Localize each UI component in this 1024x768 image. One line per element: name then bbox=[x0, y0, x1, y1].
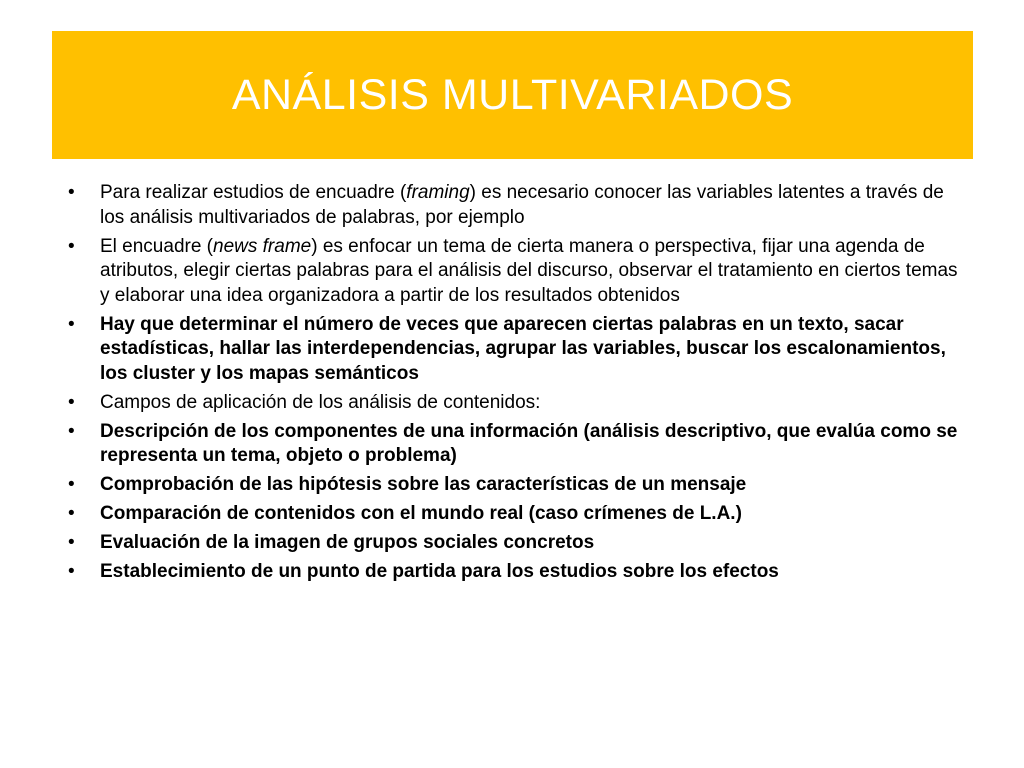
bullet-text bbox=[100, 314, 946, 384]
bullet-text-segment: ) es necesario conocer las variables latentes a través de los análisis multivariados de palabras, por ejemplo bbox=[100, 182, 944, 228]
bullet-item bbox=[66, 181, 966, 230]
bullet-item bbox=[66, 391, 966, 416]
bullet-text bbox=[100, 474, 746, 495]
bullet-item bbox=[66, 473, 966, 498]
bullet-item bbox=[66, 531, 966, 556]
bullet-item bbox=[66, 235, 966, 309]
bullet-dot-icon: • bbox=[68, 182, 75, 203]
slide-title: ANÁLISIS MULTIVARIADOS bbox=[231, 70, 794, 119]
bullet-text-segment: Hay que determinar el número de veces que aparecen ciertas palabras en un texto, sacar estadísticas, hallar las interdependencias, agrupar las variables, buscar los escalonamientos, los cluster y los mapas semánticos bbox=[100, 313, 946, 384]
bullet-text-italic: framing bbox=[406, 182, 470, 203]
bullet-text-segment: Comprobación de las hipótesis sobre las características de un mensaje bbox=[100, 474, 747, 495]
bullet-text-italic: news frame bbox=[213, 235, 312, 257]
bullet-text bbox=[100, 236, 958, 306]
bullet-text bbox=[100, 421, 957, 467]
bullet-list bbox=[66, 181, 966, 585]
bullet-dot-icon: • bbox=[68, 391, 75, 413]
bullet-text bbox=[100, 392, 540, 413]
bullet-dot-icon: • bbox=[68, 235, 75, 257]
bullet-dot-icon: • bbox=[68, 420, 75, 442]
bullet-dot-icon: • bbox=[68, 313, 75, 335]
bullet-dot-icon: • bbox=[68, 474, 75, 495]
bullet-text bbox=[100, 561, 779, 582]
bullet-text-segment: Establecimiento de un punto de partida para los estudios sobre los efectos bbox=[100, 561, 779, 582]
bullet-text bbox=[100, 532, 594, 553]
bullet-text-segment: El encuadre ( bbox=[100, 235, 214, 257]
bullet-item bbox=[66, 560, 966, 585]
bullet-text bbox=[100, 182, 944, 228]
bullet-item bbox=[66, 313, 966, 387]
bullet-text-segment: Campos de aplicación de los análisis de contenidos: bbox=[100, 391, 541, 413]
bullet-text-segment: Evaluación de la imagen de grupos sociales concretos bbox=[100, 532, 595, 553]
bullet-text-segment: ) es enfocar un tema de cierta manera o perspectiva, fijar una agenda de atributos, elegir ciertas palabras para el análisis del discurso, observar el tratamiento en ciertos temas y elaborar una idea organizadora a partir de los resultados obtenidos bbox=[100, 235, 958, 306]
bullet-dot-icon: • bbox=[68, 532, 75, 553]
bullet-item bbox=[66, 502, 966, 527]
bullet-text bbox=[100, 503, 742, 524]
bullet-text-segment: Descripción de los componentes de una información (análisis descriptivo, que evalúa como se representa un tema, objeto o problema) bbox=[100, 420, 958, 466]
bullet-text-segment: Comparación de contenidos con el mundo real (caso crímenes de L.A.) bbox=[100, 503, 742, 524]
bullet-dot-icon: • bbox=[68, 561, 75, 582]
slide-body bbox=[66, 181, 966, 589]
bullet-dot-icon: • bbox=[68, 503, 75, 524]
bullet-item bbox=[66, 420, 966, 469]
title-banner bbox=[52, 31, 973, 159]
bullet-text-segment: Para realizar estudios de encuadre ( bbox=[100, 182, 407, 203]
